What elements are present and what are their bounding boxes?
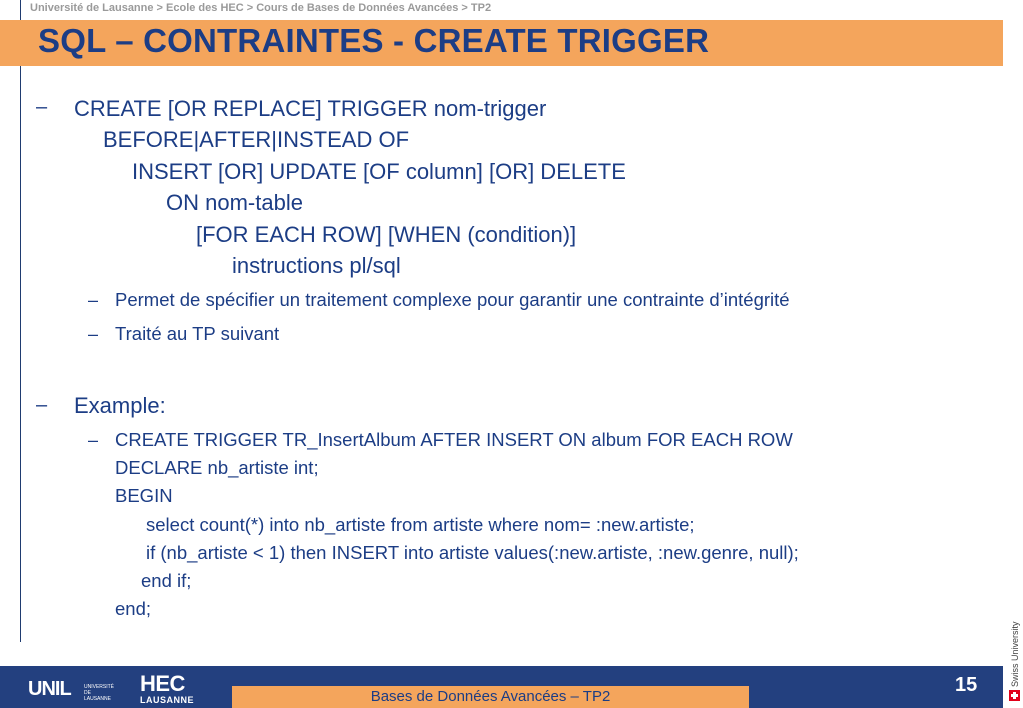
code-line: end if; [141,570,192,591]
page-title: SQL – CONTRAINTES - CREATE TRIGGER [38,22,710,59]
syntax-line: BEFORE|AFTER|INSTEAD OF [103,127,410,152]
code-line: select count(*) into nb_artiste from artiste where nom= :new.artiste; [146,514,695,535]
syntax-line: instructions pl/sql [232,253,401,278]
swiss-university-mark [1008,590,1022,700]
code-line: end; [115,598,152,619]
page-number: 15 [955,674,978,696]
left-rule [20,0,21,642]
code-line: CREATE TRIGGER TR_InsertAlbum AFTER INSERT ON album FOR EACH ROW [115,429,793,450]
hec-logo-caption: LAUSANNE [140,695,195,705]
syntax-line: INSERT [OR] UPDATE [OF column] [OR] DELETE [132,159,626,184]
syntax-line: ON nom-table [166,190,303,215]
course-footer-label: Bases de Données Avancées – TP2 [232,686,749,708]
code-line: DECLARE nb_artiste int; [115,457,319,478]
bullet-dash: – [36,394,48,416]
breadcrumb: Université de Lausanne > Ecole des HEC > Cours de Bases de Données Avancées > TP2 [30,2,492,14]
sub-bullet: Permet de spécifier un traitement complexe pour garantir une contrainte d’intégrité [115,289,790,310]
bullet-dash: – [36,96,48,118]
swiss-university-text: Swiss University [1010,621,1020,687]
unil-logo-caption: UNIVERSITÉ DE LAUSANNE [84,684,115,702]
swiss-flag-icon [1009,690,1020,701]
bullet-dash: – [88,430,99,450]
syntax-line: CREATE [OR REPLACE] TRIGGER nom-trigger [74,96,547,121]
bullet-dash: – [88,290,99,310]
unil-logo: UNIL [28,678,71,700]
code-line: BEGIN [115,485,173,506]
code-line: if (nb_artiste < 1) then INSERT into artiste values(:new.artiste, :new.genre, null); [146,542,799,563]
hec-logo: HEC [140,671,185,696]
syntax-line: [FOR EACH ROW] [WHEN (condition)] [196,222,577,247]
example-label: Example: [74,393,166,418]
sub-bullet: Traité au TP suivant [115,323,280,344]
bullet-dash: – [88,324,99,344]
